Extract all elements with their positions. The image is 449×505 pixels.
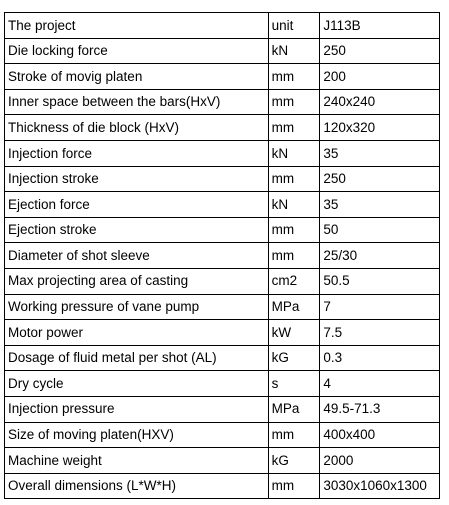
unit-cell: mm xyxy=(268,217,320,243)
unit-cell: cm2 xyxy=(268,268,320,294)
table-row xyxy=(5,140,440,166)
value-cell: 35 xyxy=(320,140,440,166)
unit-cell: mm xyxy=(268,473,320,499)
table-row xyxy=(5,422,440,448)
value-cell: 120x320 xyxy=(320,115,440,141)
table-row xyxy=(5,38,440,64)
unit-cell: kG xyxy=(268,345,320,371)
value-cell: 4 xyxy=(320,371,440,397)
unit-cell: kW xyxy=(268,320,320,346)
param-cell: Max projecting area of casting xyxy=(5,268,269,294)
value-cell: 49.5-71.3 xyxy=(320,396,440,422)
param-cell: Working pressure of vane pump xyxy=(5,294,269,320)
table-row xyxy=(5,345,440,371)
spec-table-body xyxy=(5,13,440,499)
table-row xyxy=(5,320,440,346)
table-row xyxy=(5,217,440,243)
value-cell: 200 xyxy=(320,64,440,90)
unit-cell: kN xyxy=(268,38,320,64)
value-cell: J113B xyxy=(320,13,440,39)
value-cell: 7 xyxy=(320,294,440,320)
param-cell: Die locking force xyxy=(5,38,269,64)
unit-cell: s xyxy=(268,371,320,397)
value-cell: 250 xyxy=(320,38,440,64)
table-row xyxy=(5,64,440,90)
table-row xyxy=(5,371,440,397)
param-cell: Thickness of die block (HxV) xyxy=(5,115,269,141)
unit-cell: mm xyxy=(268,243,320,269)
value-cell: 50 xyxy=(320,217,440,243)
param-cell: Machine weight xyxy=(5,448,269,474)
unit-cell: mm xyxy=(268,422,320,448)
table-row xyxy=(5,448,440,474)
unit-cell: kG xyxy=(268,448,320,474)
unit-cell: mm xyxy=(268,64,320,90)
table-row xyxy=(5,115,440,141)
param-cell: Injection force xyxy=(5,140,269,166)
table-row xyxy=(5,396,440,422)
param-cell: Diameter of shot sleeve xyxy=(5,243,269,269)
value-cell: 3030x1060x1300 xyxy=(320,473,440,499)
unit-cell: mm xyxy=(268,115,320,141)
table-row xyxy=(5,473,440,499)
param-cell: Injection stroke xyxy=(5,166,269,192)
param-cell: Overall dimensions (L*W*H) xyxy=(5,473,269,499)
value-cell: 50.5 xyxy=(320,268,440,294)
value-cell: 400x400 xyxy=(320,422,440,448)
param-cell: Dry cycle xyxy=(5,371,269,397)
unit-cell: mm xyxy=(268,89,320,115)
value-cell: 250 xyxy=(320,166,440,192)
table-row xyxy=(5,89,440,115)
unit-cell: kN xyxy=(268,140,320,166)
table-row xyxy=(5,166,440,192)
value-cell: 35 xyxy=(320,192,440,218)
param-cell: Motor power xyxy=(5,320,269,346)
table-row xyxy=(5,243,440,269)
unit-cell: mm xyxy=(268,166,320,192)
table-row xyxy=(5,294,440,320)
param-cell: Stroke of movig platen xyxy=(5,64,269,90)
param-cell: Ejection force xyxy=(5,192,269,218)
table-row xyxy=(5,192,440,218)
table-row xyxy=(5,13,440,39)
param-cell: Size of moving platen(HXV) xyxy=(5,422,269,448)
unit-cell: kN xyxy=(268,192,320,218)
param-cell: Injection pressure xyxy=(5,396,269,422)
unit-cell: MPa xyxy=(268,294,320,320)
param-cell: The project xyxy=(5,13,269,39)
spec-table xyxy=(4,12,440,499)
param-cell: Inner space between the bars(HxV) xyxy=(5,89,269,115)
value-cell: 25/30 xyxy=(320,243,440,269)
param-cell: Dosage of fluid metal per shot (AL) xyxy=(5,345,269,371)
unit-cell: MPa xyxy=(268,396,320,422)
value-cell: 0.3 xyxy=(320,345,440,371)
value-cell: 7.5 xyxy=(320,320,440,346)
unit-cell: unit xyxy=(268,13,320,39)
value-cell: 240x240 xyxy=(320,89,440,115)
table-row xyxy=(5,268,440,294)
value-cell: 2000 xyxy=(320,448,440,474)
param-cell: Ejection stroke xyxy=(5,217,269,243)
